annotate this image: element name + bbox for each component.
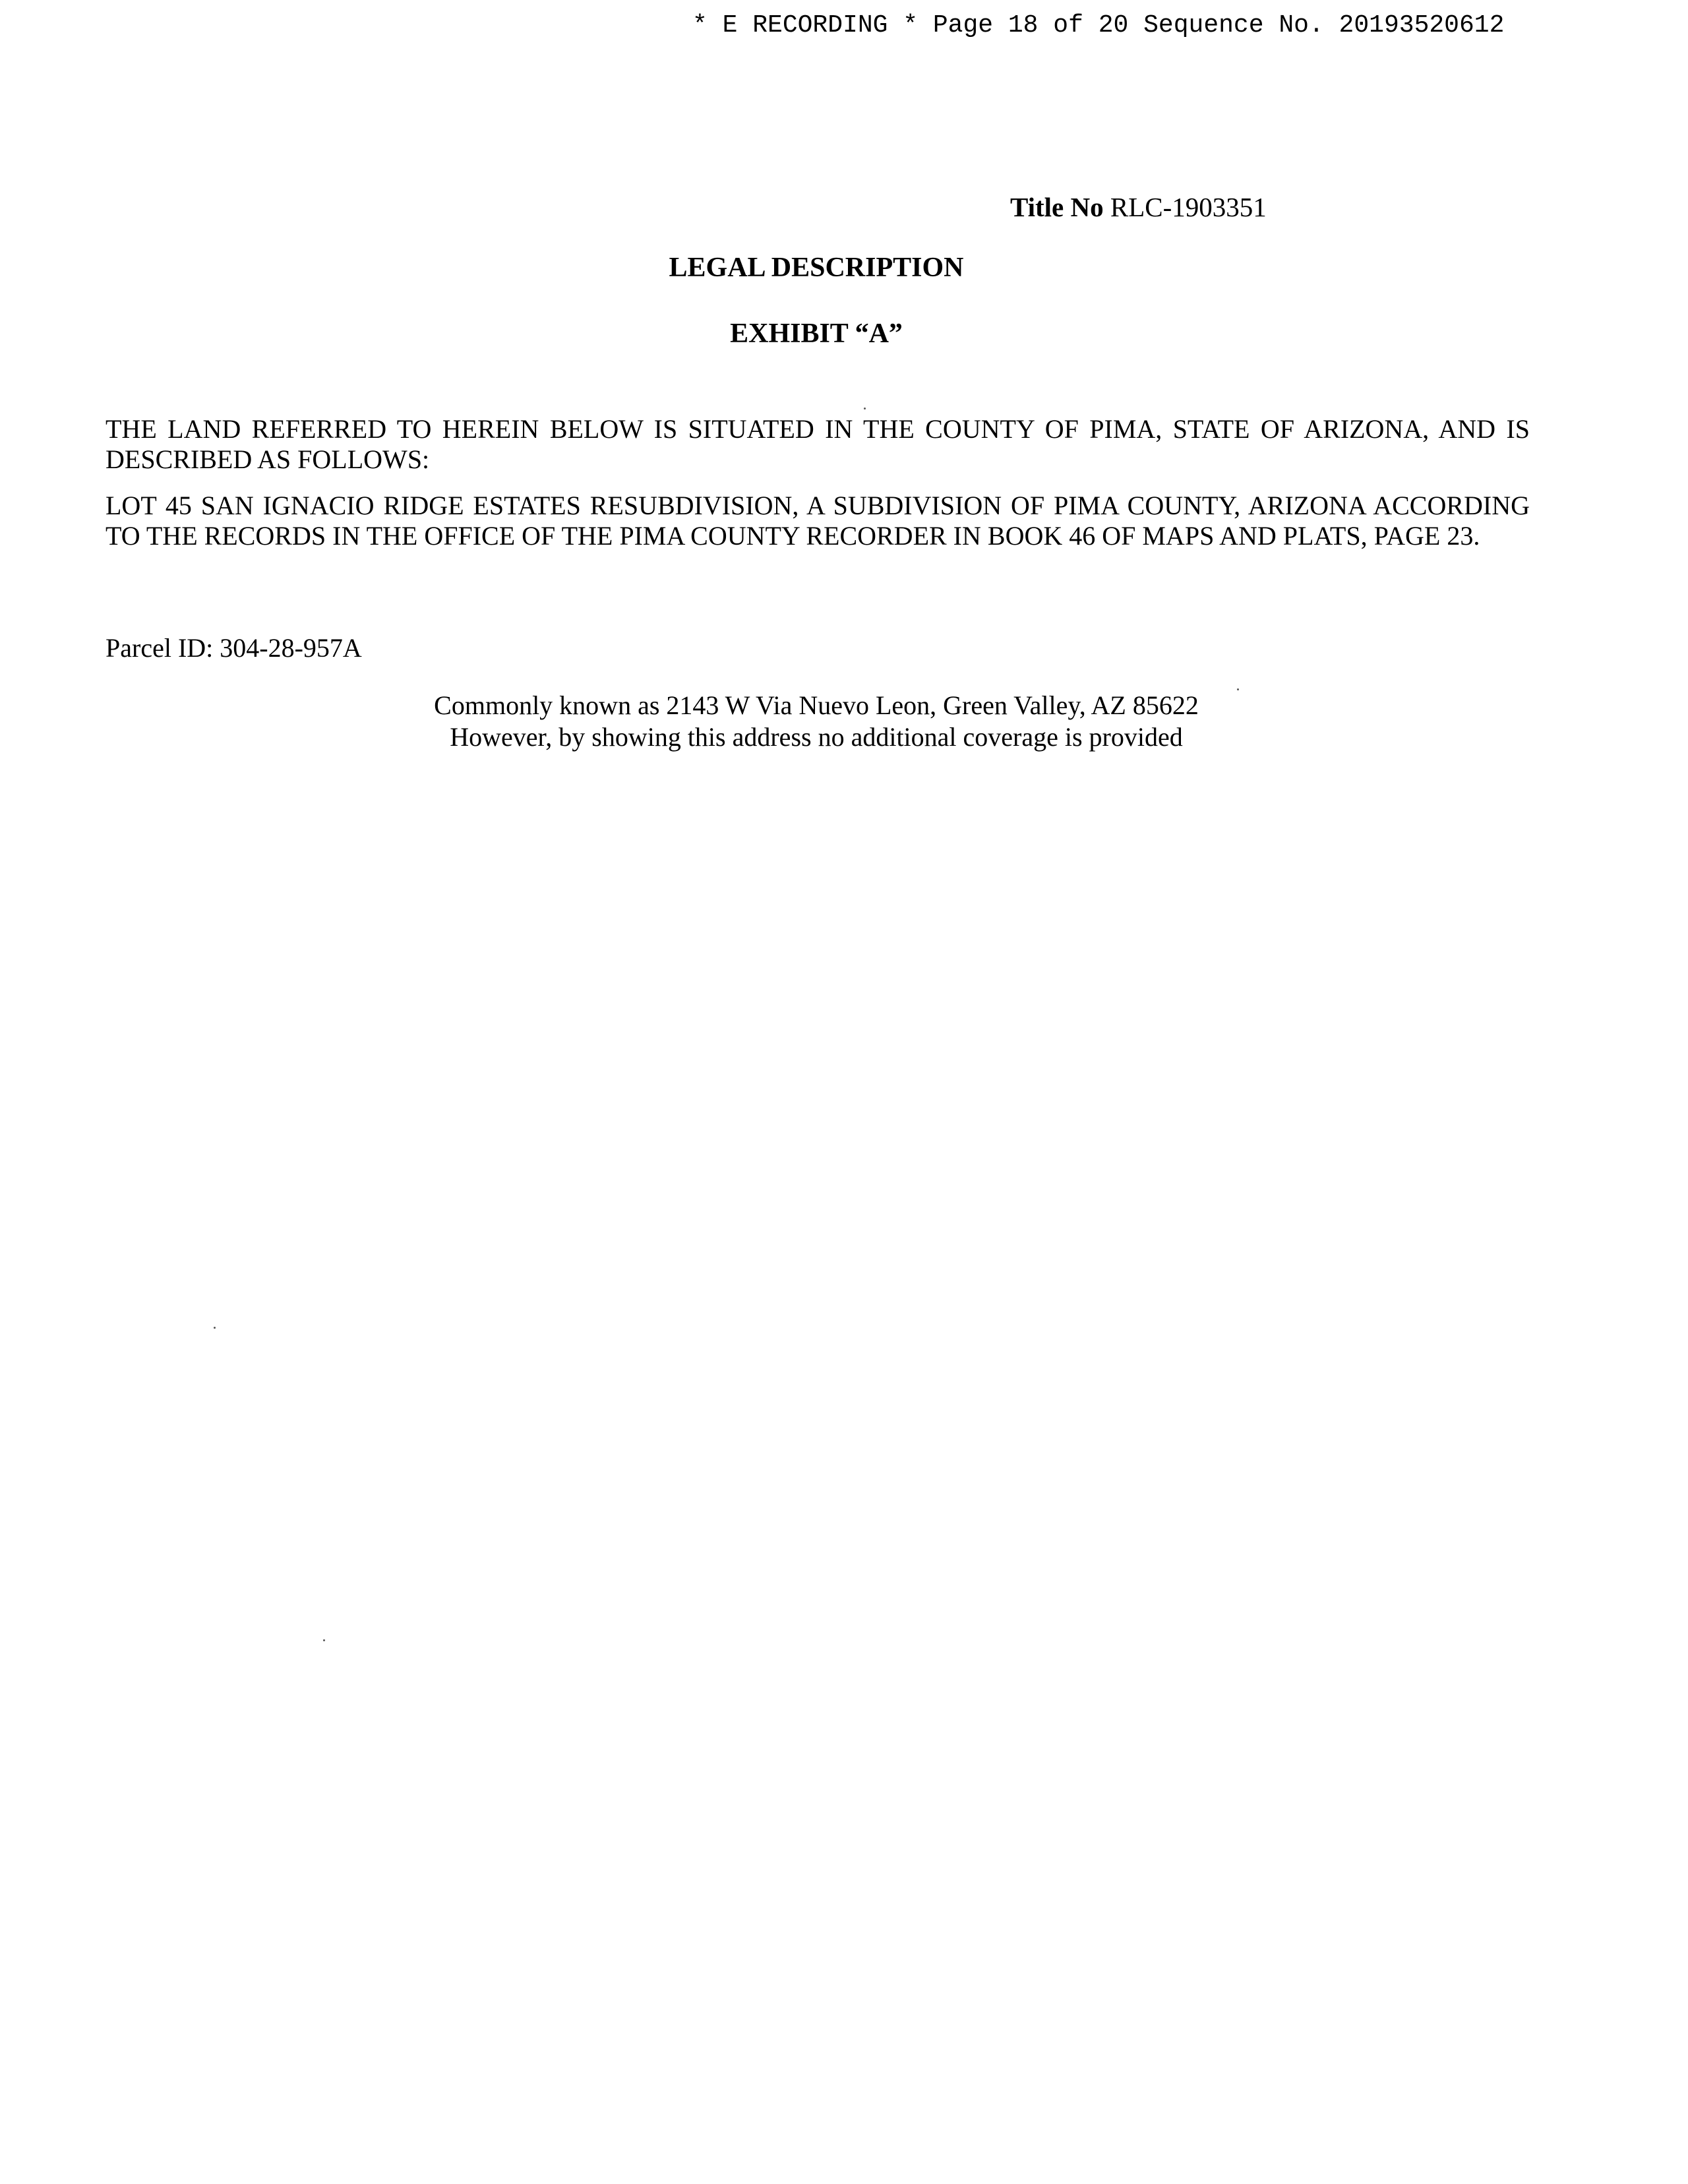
- title-number-label: Title No: [1010, 192, 1104, 222]
- coverage-disclaimer: However, by showing this address no additional coverage is provided: [450, 722, 1183, 752]
- title-number-value: RLC-1903351: [1110, 192, 1267, 222]
- address-block: [0, 690, 1633, 753]
- parcel-id: Parcel ID: 304-28-957A: [106, 633, 362, 663]
- scan-speck: [864, 408, 866, 410]
- exhibit-heading: EXHIBIT “A”: [730, 318, 903, 349]
- scan-speck: [214, 1327, 216, 1329]
- land-situated-paragraph: THE LAND REFERRED TO HEREIN BELOW IS SITUATED IN THE COUNTY OF PIMA, STATE OF ARIZONA, AND IS DESCRIBED AS FOLLOWS:: [106, 414, 1530, 474]
- title-number: [1010, 189, 1267, 226]
- scan-speck: [323, 1639, 325, 1641]
- scan-speck: [1237, 688, 1239, 690]
- address-line: Commonly known as 2143 W Via Nuevo Leon, Green Valley, AZ 85622: [434, 690, 1199, 720]
- lot-description-paragraph: LOT 45 SAN IGNACIO RIDGE ESTATES RESUBDIVISION, A SUBDIVISION OF PIMA COUNTY, ARIZONA ACCORDING TO THE RECORDS IN THE OFFICE OF THE PIMA COUNTY RECORDER IN BOOK 46 OF MAPS AND PLATS, PAGE 23.: [106, 491, 1530, 551]
- legal-description-heading: LEGAL DESCRIPTION: [669, 253, 964, 283]
- recording-header: * E RECORDING * Page 18 of 20 Sequence No. 20193520612: [692, 11, 1505, 40]
